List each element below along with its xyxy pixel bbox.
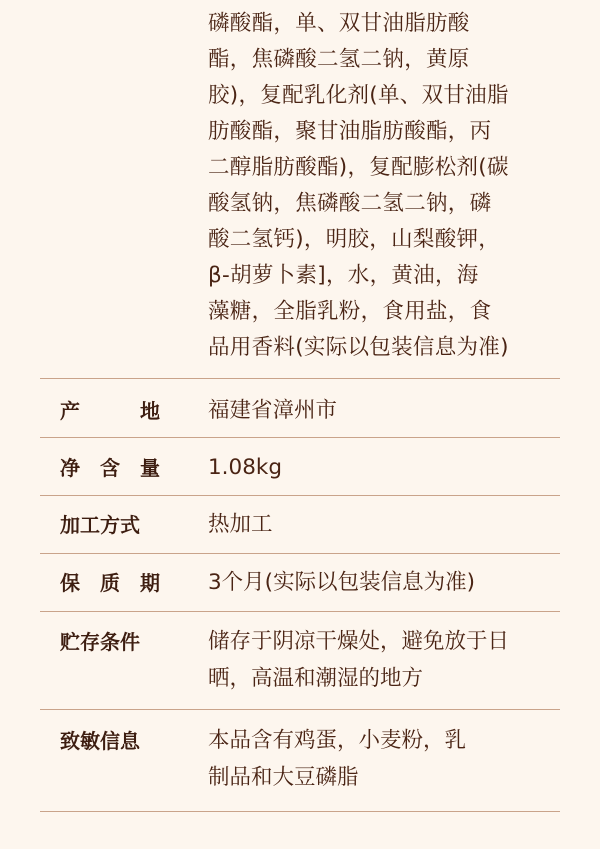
storage-label: 贮存条件 — [60, 630, 140, 654]
ingredients-line: 藻糖，全脂乳粉，食用盐，食 — [208, 299, 492, 324]
row-divider — [40, 811, 560, 812]
row-divider — [40, 553, 560, 554]
allergen-value-line: 本品含有鸡蛋，小麦粉，乳 — [208, 728, 467, 753]
storage-value-line: 储存于阴凉干燥处，避免放于日 — [208, 629, 510, 654]
ingredients-text — [208, 6, 558, 366]
row-divider — [40, 495, 560, 496]
shelf-life-label-char: 保 — [60, 571, 80, 595]
ingredients-line: β-胡萝卜素]，水，黄油，海 — [208, 263, 479, 288]
net-weight-label-char: 净 — [60, 456, 80, 480]
shelf-life-value: 3个月(实际以包装信息为准) — [208, 570, 475, 595]
origin-value: 福建省漳州市 — [208, 398, 338, 423]
origin-label-char: 产 — [60, 399, 80, 423]
ingredients-line: 酸二氢钙)，明胶，山梨酸钾， — [208, 227, 501, 252]
ingredients-line: 品用香料(实际以包装信息为准) — [208, 335, 509, 360]
shelf-life-label — [60, 568, 160, 598]
ingredients-line: 酸氢钠，焦磷酸二氢二钠，磷 — [208, 191, 492, 216]
net-weight-label-char: 含 — [100, 456, 120, 480]
net-weight-label — [60, 453, 160, 483]
row-divider — [40, 611, 560, 612]
processing-label: 加工方式 — [60, 513, 140, 537]
origin-label — [60, 396, 160, 426]
ingredients-line: 酯，焦磷酸二氢二钠，黄原 — [208, 47, 470, 72]
shelf-life-label-char: 质 — [100, 571, 120, 595]
ingredients-line: 肪酸酯，聚甘油脂肪酸酯，丙 — [208, 119, 492, 144]
allergen-label: 致敏信息 — [60, 729, 140, 753]
storage-value-line: 晒，高温和潮湿的地方 — [208, 666, 424, 691]
processing-value: 热加工 — [208, 512, 273, 537]
row-divider — [40, 709, 560, 710]
net-weight-value: 1.08kg — [208, 455, 282, 480]
shelf-life-label-char: 期 — [140, 571, 160, 595]
row-divider — [40, 437, 560, 438]
net-weight-label-char: 量 — [140, 456, 160, 480]
row-divider — [40, 378, 560, 379]
ingredients-line: 二醇脂肪酸酯)，复配膨松剂(碳 — [208, 155, 509, 180]
allergen-value-line: 制品和大豆磷脂 — [208, 765, 359, 790]
ingredients-line: 磷酸酯，单、双甘油脂肪酸 — [208, 11, 470, 36]
ingredients-line: 胶)，复配乳化剂(单、双甘油脂 — [208, 83, 509, 108]
origin-label-char: 地 — [140, 399, 160, 423]
